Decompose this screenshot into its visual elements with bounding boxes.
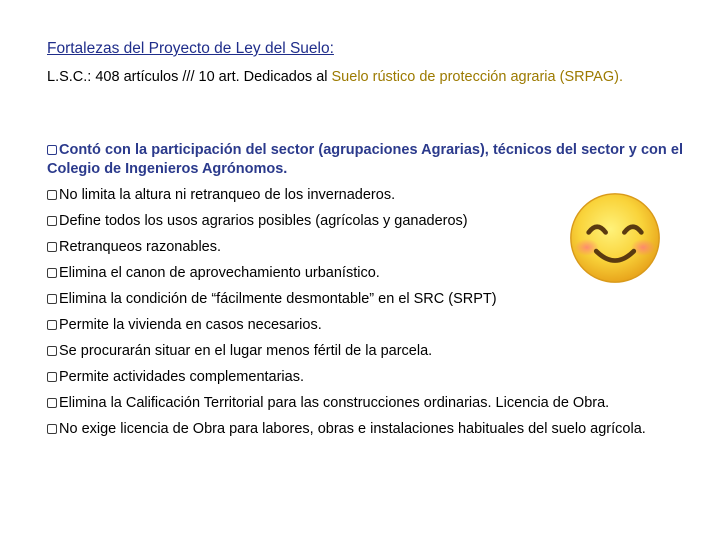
list-item-text: No limita la altura ni retranqueo de los invernaderos. <box>59 187 396 203</box>
list-item-text: Permite actividades complementarias. <box>59 369 304 385</box>
list-item-text: Elimina la condición de “fácilmente desmontable” en el SRC (SRPT) <box>59 291 497 307</box>
list-item <box>47 368 683 387</box>
list-item <box>47 394 683 413</box>
list-item <box>47 342 683 361</box>
list-item-text: Retranqueos razonables. <box>59 239 222 255</box>
list-item-text: Contó con la participación del sector (agrupaciones Agrarias), técnicos del sector y con el Colegio de Ingenieros Agrónomos. <box>47 142 683 177</box>
list-item-text: Define todos los usos agrarios posibles (agrícolas y ganaderos) <box>59 213 468 229</box>
intro-highlight: Suelo rústico de protección agraria (SRPAG). <box>331 69 623 85</box>
checkbox-bullet-icon <box>47 424 57 434</box>
checkbox-bullet-icon <box>47 320 57 330</box>
checkbox-bullet-icon <box>47 372 57 382</box>
checkbox-bullet-icon <box>47 294 57 304</box>
strengths-list <box>47 141 683 446</box>
checkbox-bullet-icon <box>47 190 57 200</box>
list-item <box>47 290 683 309</box>
checkbox-bullet-icon <box>47 242 57 252</box>
intro-text: L.S.C.: 408 artículos /// 10 art. Dedicados al <box>47 69 332 85</box>
list-item-text: Permite la vivienda en casos necesarios. <box>59 317 322 333</box>
intro-paragraph <box>47 68 681 87</box>
checkbox-bullet-icon <box>47 398 57 408</box>
list-item-text: Elimina el canon de aprovechamiento urbanístico. <box>59 265 380 281</box>
smiling-face-icon <box>568 191 662 285</box>
list-item-text: Se procurarán situar en el lugar menos fértil de la parcela. <box>59 343 433 359</box>
page-title: Fortalezas del Proyecto de Ley del Suelo: <box>47 40 334 57</box>
checkbox-bullet-icon <box>47 346 57 356</box>
checkbox-bullet-icon <box>47 145 57 155</box>
checkbox-bullet-icon <box>47 216 57 226</box>
list-item <box>47 141 683 179</box>
list-item <box>47 420 683 439</box>
checkbox-bullet-icon <box>47 268 57 278</box>
list-item-text: No exige licencia de Obra para labores, obras e instalaciones habituales del suelo agrícola. <box>59 421 646 437</box>
list-item <box>47 316 683 335</box>
list-item-text: Elimina la Calificación Territorial para las construcciones ordinarias. Licencia de Obra. <box>59 395 610 411</box>
